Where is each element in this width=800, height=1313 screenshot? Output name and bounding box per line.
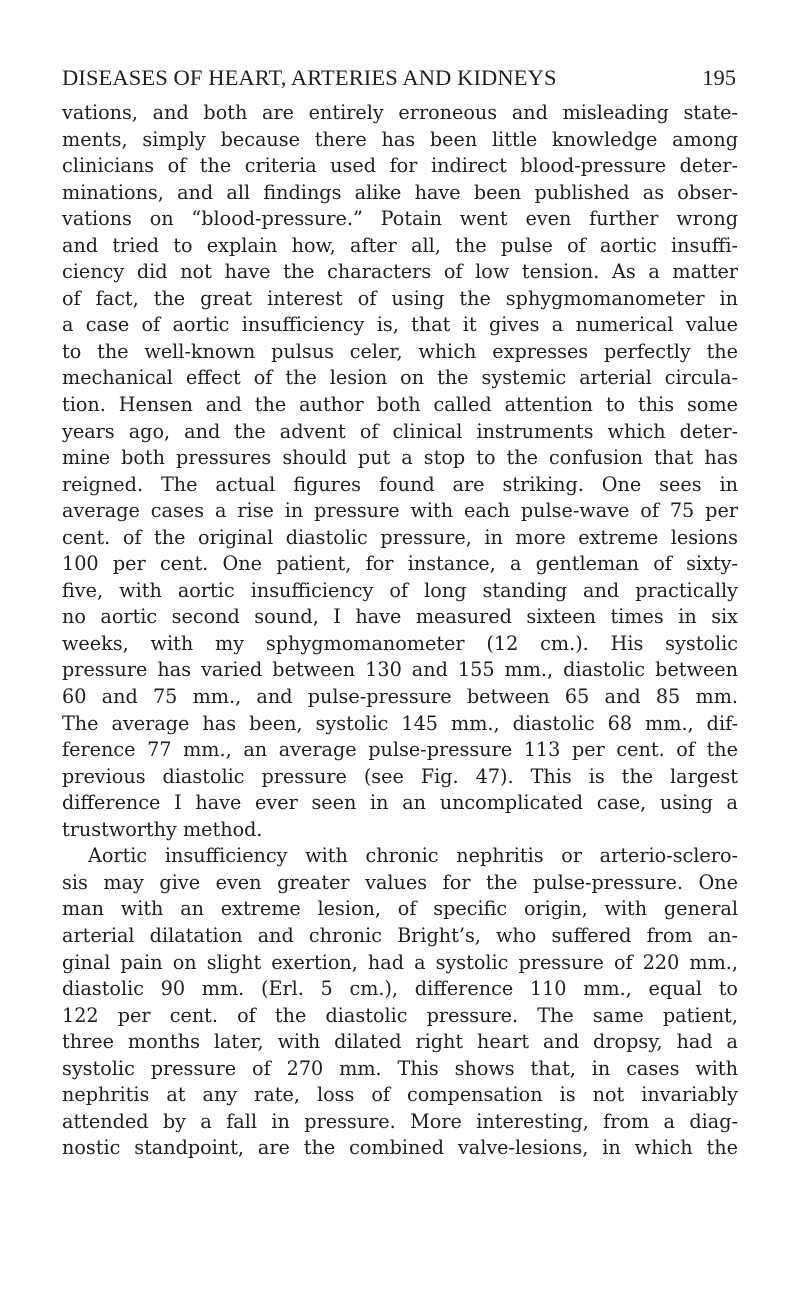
text-line: ments, simply because there has been little knowledge among — [62, 127, 738, 151]
header-title: DISEASES OF HEART, ARTERIES AND KIDNEYS — [62, 65, 557, 90]
text-line: ginal pain on slight exertion, had a systolic pressure of 220 mm., — [62, 950, 738, 974]
text-line: weeks, with my sphygmomanometer (12 cm.). His systolic — [62, 631, 738, 655]
text-line: minations, and all findings alike have been published as obser- — [62, 180, 738, 204]
text-line: cent. of the original diastolic pressure, in more extreme lesions — [62, 525, 738, 549]
text-line: 122 per cent. of the diastolic pressure. The same patient, — [62, 1003, 738, 1027]
text-line: 100 per cent. One patient, for instance, a gentleman of sixty- — [62, 552, 738, 576]
text-line: vations, and both are entirely erroneous and misleading state- — [62, 101, 738, 124]
text-line: diastolic 90 mm. (Erl. 5 cm.), difference 110 mm., equal to — [62, 977, 738, 1001]
text-line: difference I have ever seen in an uncomplicated case, using a — [62, 791, 738, 815]
text-line: mine both pressures should put a stop to the confusion that has — [62, 446, 738, 470]
text-line: a case of aortic insufficiency is, that it gives a numerical value — [62, 313, 738, 337]
text-line: Aortic insufficiency with chronic nephritis or arterio-sclero- — [88, 844, 738, 868]
text-line: sis may give even greater values for the pulse-pressure. One — [62, 870, 738, 894]
text-line: pressure has varied between 130 and 155 mm., diastolic between — [62, 658, 738, 682]
text-line: 60 and 75 mm., and pulse-pressure between 65 and 85 mm. — [62, 685, 738, 709]
text-line: to the well-known pulsus celer, which expresses perfectly the — [62, 339, 738, 363]
text-line: man with an extreme lesion, of specific origin, with general — [62, 897, 738, 921]
text-line: three months later, with dilated right heart and dropsy, had a — [62, 1030, 738, 1054]
text-line: average cases a rise in pressure with each pulse-wave of 75 per — [62, 499, 738, 523]
text-line: five, with aortic insufficiency of long standing and practically — [62, 578, 738, 602]
text-line: tion. Hensen and the author both called attention to this some — [62, 393, 738, 417]
page-number: 195 — [702, 65, 736, 90]
text-line: The average has been, systolic 145 mm., diastolic 68 mm., dif- — [62, 711, 738, 735]
text-line: nephritis at any rate, loss of compensation is not invariably — [62, 1083, 738, 1107]
text-line: reigned. The actual figures found are striking. One sees in — [62, 472, 738, 496]
text-line: ciency did not have the characters of low tension. As a matter — [62, 260, 738, 284]
text-line: previous diastolic pressure (see Fig. 47). This is the largest — [62, 764, 738, 788]
body-text — [62, 100, 738, 1162]
text-line: years ago, and the advent of clinical instruments which deter- — [62, 419, 738, 443]
text-line: and tried to explain how, after all, the pulse of aortic insuffi- — [62, 233, 738, 257]
text-line: vations on “blood-pressure.” Potain went even further wrong — [62, 207, 738, 231]
text-line: systolic pressure of 270 mm. This shows that, in cases with — [62, 1056, 738, 1080]
text-line: mechanical effect of the lesion on the systemic arterial circula- — [62, 366, 738, 390]
running-header — [62, 64, 736, 96]
text-line: attended by a fall in pressure. More interesting, from a diag- — [62, 1109, 738, 1133]
text-line: arterial dilatation and chronic Bright’s, who suffered from an- — [62, 923, 738, 947]
text-line: nostic standpoint, are the combined valve-lesions, in which the — [62, 1136, 738, 1160]
text-line: no aortic second sound, I have measured sixteen times in six — [62, 605, 738, 629]
text-line: trustworthy method. — [62, 817, 263, 841]
text-line: clinicians of the criteria used for indirect blood-pressure deter- — [62, 154, 738, 178]
text-line: of fact, the great interest of using the sphygmomanometer in — [62, 286, 738, 310]
text-line: ference 77 mm., an average pulse-pressure 113 per cent. of the — [62, 738, 738, 762]
